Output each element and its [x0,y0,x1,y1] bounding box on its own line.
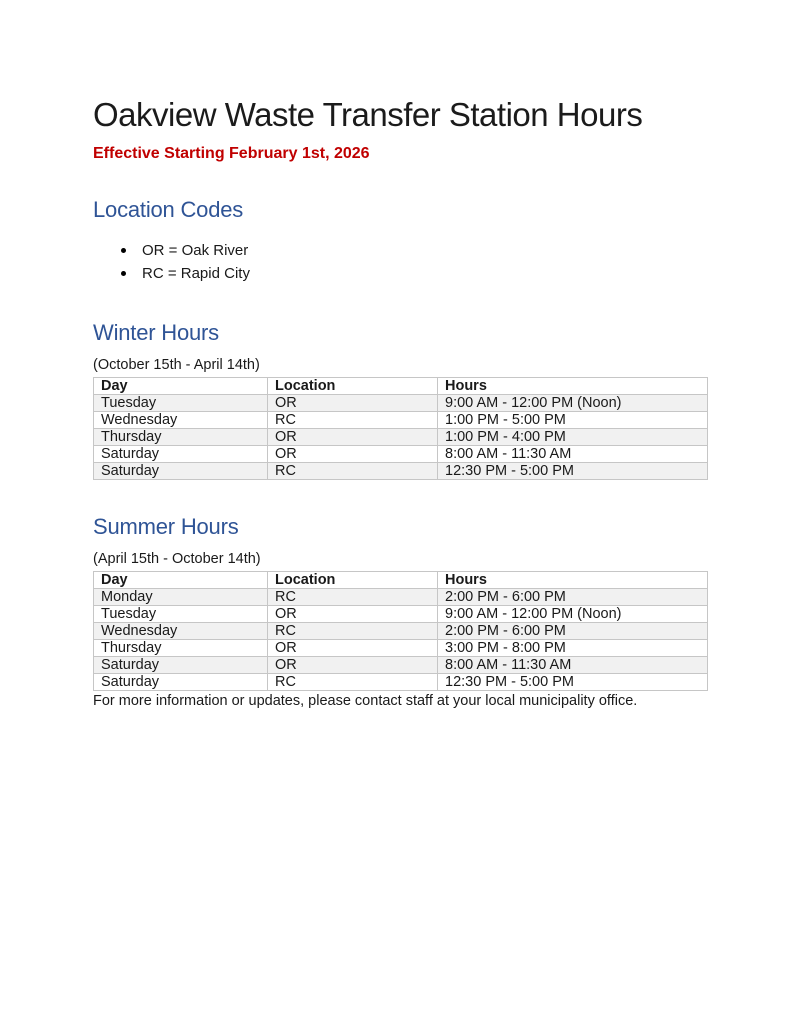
section-heading-winter-hours: Winter Hours [93,319,219,345]
table-cell: 2:00 PM - 6:00 PM [438,622,708,639]
table-cell: 12:30 PM - 5:00 PM [438,673,708,690]
table-cell: OR [268,656,438,673]
table-row [94,411,708,428]
table-cell: Monday [94,588,268,605]
table-cell: Wednesday [94,622,268,639]
column-header-location: Location [268,571,438,588]
table-cell: Saturday [94,673,268,690]
list-item-or-code: OR = Oak River [93,239,707,263]
table-row [94,428,708,445]
table-cell: OR [268,445,438,462]
table-cell: OR [268,605,438,622]
page-title: Oakview Waste Transfer Station Hours [93,96,643,133]
section-heading-location-codes: Location Codes [93,197,244,223]
table-row [94,445,708,462]
table-header-row [94,377,708,394]
table-cell: 9:00 AM - 12:00 PM (Noon) [438,394,708,411]
table-cell: Wednesday [94,411,268,428]
table-cell: 1:00 PM - 5:00 PM [438,411,708,428]
table-row [94,462,708,479]
winter-hours-table [93,377,708,480]
column-header-day: Day [94,571,268,588]
table-cell: RC [268,462,438,479]
column-header-hours: Hours [438,571,708,588]
table-cell: Thursday [94,428,268,445]
table-row [94,673,708,690]
table-cell: Saturday [94,445,268,462]
table-cell: RC [268,673,438,690]
column-header-location: Location [268,377,438,394]
table-row [94,605,708,622]
table-cell: RC [268,411,438,428]
table-cell: RC [268,588,438,605]
table-row [94,588,708,605]
table-cell: OR [268,639,438,656]
table-cell: Tuesday [94,394,268,411]
table-cell: 2:00 PM - 6:00 PM [438,588,708,605]
table-row [94,656,708,673]
table-cell: 12:30 PM - 5:00 PM [438,462,708,479]
table-row [94,639,708,656]
column-header-day: Day [94,377,268,394]
column-header-hours: Hours [438,377,708,394]
table-cell: Saturday [94,656,268,673]
footer-note: For more information or updates, please contact staff at your local municipality office. [93,692,638,709]
table-cell: 9:00 AM - 12:00 PM (Noon) [438,605,708,622]
table-cell: Tuesday [94,605,268,622]
table-cell: RC [268,622,438,639]
section-heading-summer-hours: Summer Hours [93,513,239,539]
effective-date-subtitle: Effective Starting February 1st, 2026 [93,144,370,162]
table-cell: 8:00 AM - 11:30 AM [438,445,708,462]
table-header-row [94,571,708,588]
table-cell: Saturday [94,462,268,479]
location-codes-list [93,239,707,286]
table-cell: Thursday [94,639,268,656]
table-cell: 1:00 PM - 4:00 PM [438,428,708,445]
table-cell: 8:00 AM - 11:30 AM [438,656,708,673]
list-item-rc-code: RC = Rapid City [93,262,707,286]
table-cell: OR [268,428,438,445]
table-row [94,394,708,411]
table-row [94,622,708,639]
summer-date-range: (April 15th - October 14th) [93,550,261,567]
summer-hours-table [93,571,708,691]
table-cell: OR [268,394,438,411]
winter-date-range: (October 15th - April 14th) [93,356,260,373]
table-cell: 3:00 PM - 8:00 PM [438,639,708,656]
